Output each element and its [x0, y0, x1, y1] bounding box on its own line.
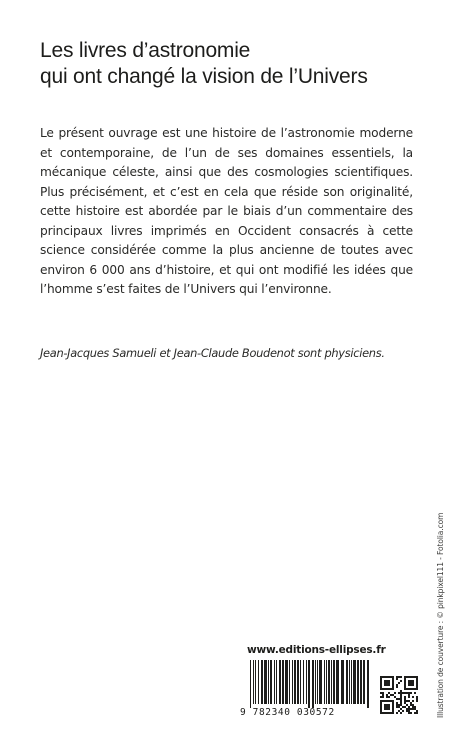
- authors-note: Jean-Jacques Samueli et Jean-Claude Boudenot sont physiciens.: [40, 346, 385, 360]
- cover-illustration-credit: Illustration de couverture : © pinkpixel111 - Fotolia.com: [436, 512, 445, 718]
- publisher-website: www.editions-ellipses.fr: [247, 644, 386, 656]
- book-title-line-1: Les livres d’astronomie: [40, 39, 251, 62]
- barcode-bars: [240, 660, 370, 708]
- book-description: Le présent ouvrage est une histoire de l’astronomie moderne et contemporaine, de l’un de ses domaines essentiels, la mécanique céleste, ainsi que des cosmologies scientifiques. Plus précisément, et c’est en cela que réside son originalité, cette histoire est abordée par le biais d’un commentaire des principaux livres imprimés en Occident consacrés à cette science considérée comme la plus ancienne de toutes avec environ 6 000 ans d’histoire, et qui ont modifié les idées que l’homme s’est faites de l’Univers qui l’environne.: [40, 126, 413, 296]
- qr-code-icon: [380, 676, 418, 718]
- book-title-line-2: qui ont changé la vision de l’Univers: [40, 65, 368, 88]
- book-title: [40, 38, 430, 90]
- qr-code-modules: [380, 676, 418, 714]
- isbn-number: 9 782340 030572: [240, 707, 335, 718]
